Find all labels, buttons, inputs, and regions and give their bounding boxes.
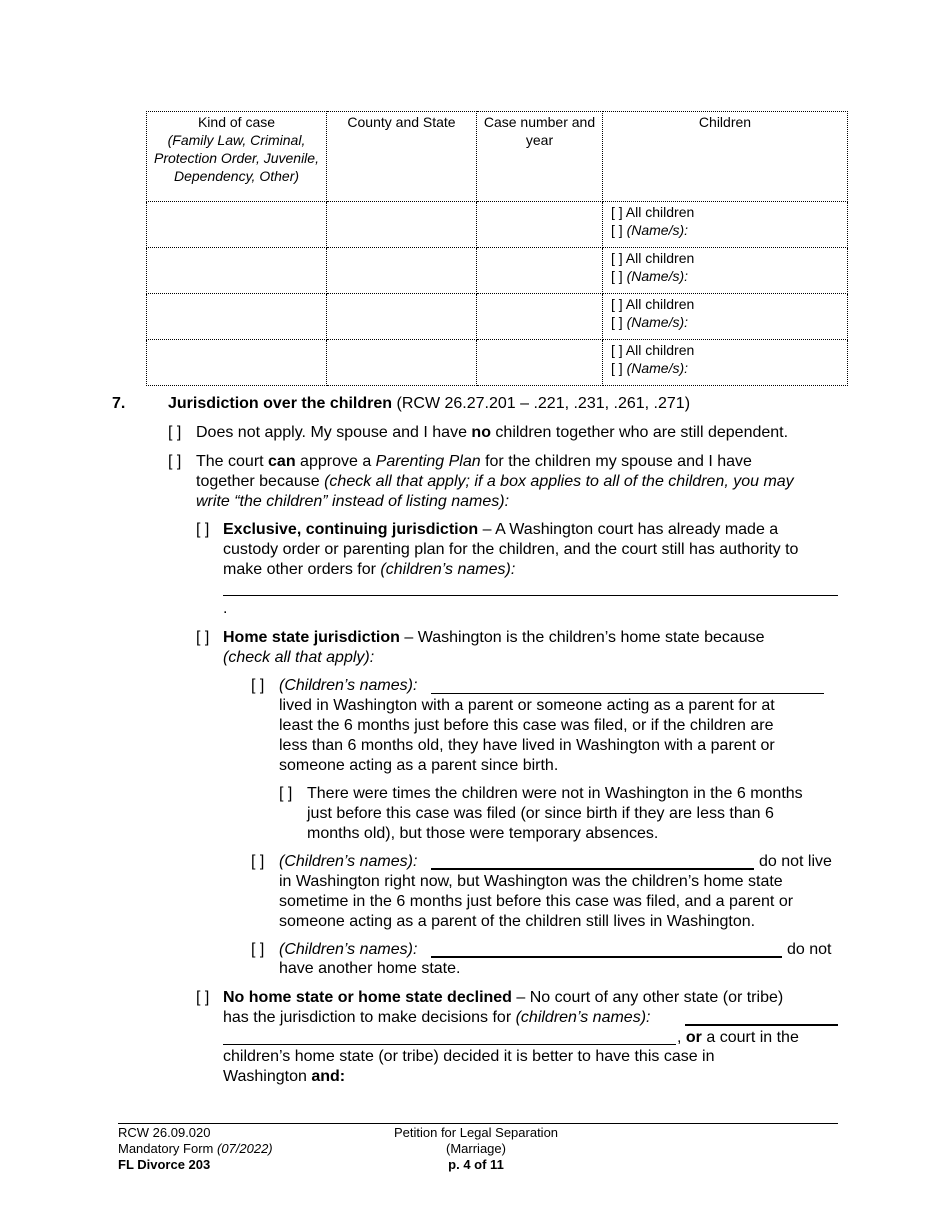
section-rcw: (RCW 26.27.201 – .221, .231, .261, .271) <box>396 395 691 412</box>
header-children: Children <box>603 112 848 202</box>
checkbox-home-former[interactable]: [ ] <box>251 853 265 870</box>
checkbox-home-lived[interactable]: [ ] <box>251 677 265 694</box>
header-kind-label: Kind of case <box>197 114 276 130</box>
cell-children <box>603 248 848 294</box>
no-other-home-tail: do not <box>787 941 832 958</box>
header-case-number: Case number and year <box>477 112 603 202</box>
all-children-label: All children <box>625 342 695 358</box>
prior-cases-table <box>146 111 848 386</box>
no-home-names-line-2[interactable] <box>223 1044 676 1045</box>
checkbox-no-home-state[interactable]: [ ] <box>196 989 210 1006</box>
no-other-home-text: have another home state. <box>279 960 461 977</box>
no-other-home-names-label: (Children’s names): <box>279 941 418 958</box>
checkbox-does-not-apply[interactable]: [ ] <box>168 424 182 441</box>
footer-form-info <box>118 1125 273 1173</box>
no-home-tail-text: children’s home state (or tribe) decided it is better to have this case in Washington and: <box>223 1048 715 1085</box>
home-state-text: Home state jurisdiction – Washington is the children’s home state because (check all that apply): <box>223 629 765 666</box>
footer-title-line1: Petition for Legal Separation <box>393 1125 559 1140</box>
footer-mandatory: Mandatory Form (07/2022) <box>118 1141 273 1156</box>
names-label: (Name/s): <box>626 360 689 376</box>
checkbox[interactable]: [ ] <box>611 250 623 266</box>
exclusive-period: . <box>223 600 228 617</box>
cell-kind[interactable] <box>147 248 327 294</box>
cell-county[interactable] <box>327 340 477 386</box>
header-kind-note: (Family Law, Criminal, Protection Order, Juvenile, Dependency, Other) <box>154 132 319 184</box>
court-can-approve-text: The court can approve a Parenting Plan for the children my spouse and I have together because (check all that apply; if a box applies to all of the children, you may write “the children” instead of listing names): <box>196 453 794 510</box>
temporary-absences-text: There were times the children were not in Washington in the 6 months just before this case was filed (or since birth if they are less than 6 months old), but those were temporary absences. <box>307 785 803 842</box>
footer-form-id: FL Divorce 203 <box>118 1157 211 1172</box>
names-label: (Name/s): <box>626 314 689 330</box>
checkbox[interactable]: [ ] <box>611 342 623 358</box>
cell-case-number[interactable] <box>477 202 603 248</box>
checkbox-exclusive-jurisdiction[interactable]: [ ] <box>196 521 210 538</box>
checkbox[interactable]: [ ] <box>611 268 623 284</box>
home-lived-text: lived in Washington with a parent or someone acting as a parent for at least the 6 months just before this case was filed, or if the children are less than 6 months old, they have lived in Washington with a parent or someone acting as a parent since birth. <box>279 697 775 774</box>
all-children-label: All children <box>625 250 695 266</box>
footer-title <box>376 1125 576 1173</box>
footer-rcw: RCW 26.09.020 <box>118 1125 211 1140</box>
checkbox[interactable]: [ ] <box>611 204 623 220</box>
checkbox[interactable]: [ ] <box>611 360 623 376</box>
checkbox[interactable]: [ ] <box>611 222 623 238</box>
exclusive-jurisdiction-text: Exclusive, continuing jurisdiction – A Washington court has already made a custody order or parenting plan for the children, and the court still has authority to make other orders for (children’s names): <box>223 521 799 578</box>
cell-children <box>603 294 848 340</box>
section-number: 7. <box>112 395 126 412</box>
cell-case-number[interactable] <box>477 340 603 386</box>
checkbox-no-other-home[interactable]: [ ] <box>251 941 265 958</box>
checkbox[interactable]: [ ] <box>611 314 623 330</box>
all-children-label: All children <box>625 204 695 220</box>
cell-kind[interactable] <box>147 294 327 340</box>
section-heading <box>168 394 690 414</box>
footer-page-number: p. 4 of 11 <box>448 1157 504 1172</box>
page-footer <box>118 1123 838 1172</box>
no-home-state-text: No home state or home state declined – No court of any other state (or tribe) has the jurisdiction to make decisions for (children’s names): <box>223 989 784 1026</box>
cell-case-number[interactable] <box>477 248 603 294</box>
footer-title-line2: (Marriage) <box>446 1141 506 1156</box>
home-former-names-line[interactable] <box>431 868 754 870</box>
table-row <box>147 294 848 340</box>
table-row <box>147 248 848 294</box>
exclusive-names-line[interactable] <box>223 595 838 596</box>
checkbox[interactable]: [ ] <box>611 296 623 312</box>
no-home-or-text: , or a court in the <box>677 1029 799 1046</box>
cell-county[interactable] <box>327 294 477 340</box>
names-label: (Name/s): <box>626 268 689 284</box>
checkbox-court-can-approve[interactable]: [ ] <box>168 453 182 470</box>
section-title: Jurisdiction over the children <box>168 395 393 412</box>
all-children-label: All children <box>625 296 695 312</box>
home-former-names-label: (Children’s names): <box>279 853 418 870</box>
cell-children <box>603 202 848 248</box>
does-not-apply-text: Does not apply. My spouse and I have no children together who are still dependent. <box>196 424 789 441</box>
table-header-row <box>147 112 848 202</box>
table-row <box>147 202 848 248</box>
names-label: (Name/s): <box>626 222 689 238</box>
no-other-home-names-line[interactable] <box>431 956 782 958</box>
home-former-tail: do not live <box>759 853 832 870</box>
cell-county[interactable] <box>327 248 477 294</box>
cell-kind[interactable] <box>147 340 327 386</box>
cell-children <box>603 340 848 386</box>
header-county-state: County and State <box>327 112 477 202</box>
home-lived-names-label: (Children’s names): <box>279 677 418 694</box>
cell-county[interactable] <box>327 202 477 248</box>
checkbox-temporary-absences[interactable]: [ ] <box>279 785 293 802</box>
table-row <box>147 340 848 386</box>
header-kind-of-case <box>147 112 327 202</box>
home-lived-names-line[interactable] <box>431 693 824 694</box>
cell-case-number[interactable] <box>477 294 603 340</box>
checkbox-home-state[interactable]: [ ] <box>196 629 210 646</box>
no-home-names-line-1[interactable] <box>685 1024 838 1026</box>
cell-kind[interactable] <box>147 202 327 248</box>
home-former-text: in Washington right now, but Washington was the children’s home state sometime in the 6 months just before this case was filed, and a parent or someone acting as a parent of the children still lives in Washington. <box>279 873 794 930</box>
